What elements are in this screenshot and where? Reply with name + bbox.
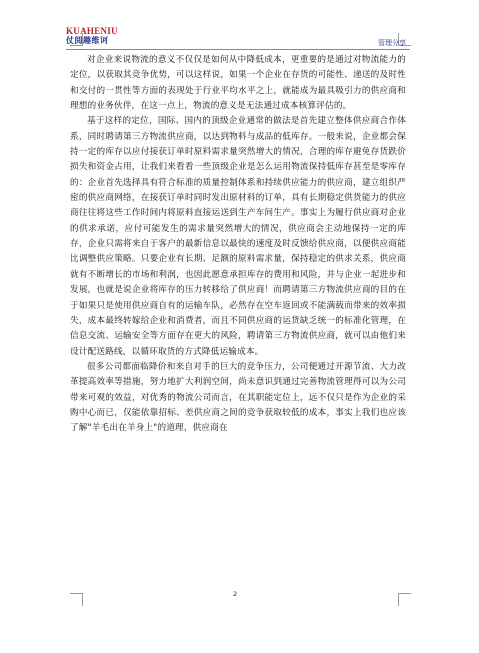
page-number: 2 <box>233 590 238 598</box>
paragraph-2: 基于这样的定位，国际、国内的顶级企业通常的做法是首先建立整体供应商合作体系，同时聘请第三方物流供应商，以达到物料与成品的低库存。一般来说，企业都会保持一定的库存以应付接获订单时原料需求量突然增大的情况，合理的库存避免存货跌价损失和资金占用，让我们来看看一些顶级企业是怎么运用物流保持低库存甚至是零库存的：企业首先选择具有符合标准的质量控制体系和持续供应能力的供应商，建立组织严密的供应商网络，在接获订单时同时发出原材料的订单，具有长期稳定供货能力的供应商往往将这些工作时间内将原料直接运送到生产车间生产。事实上为履行供应商对企业的供求承诺，应付可能发生的需求量突然增大的情况，供应商会主动地保持一定的库存，企业只需将来自于客户的最新信息以最快的速度及时反馈给供应商，以便供应商能比调整供应策略。只要企业有长期、足额的原料需求量，保持稳定的供求关系，供应商就有不断增长的市场和利润，也因此愿意承担库存的费用和风险，并与企业一起进步和发展，也就是说企业将库存的压力转移给了供应商！而聘请第三方物流供应商的目的在于如果只是使用供应商自有的运输车队，必然存在空车返回或不能满载而带来的效率损失，成本最终转嫁给企业和消费者，而且不同供应商的运货缺乏统一的标准化管理，在信息交流、运输安全等方面存在更大的风险，聘请第三方物流供应商，就可以由他们来设计配送路线，以循环取货的方式降低运输成本。 <box>70 116 406 357</box>
document-body <box>70 53 406 437</box>
page-header <box>66 26 410 50</box>
paragraph-1: 对企业来说物流的意义不仅仅是如何从中降低成本，更重要的是通过对物流能力的定位，以获取其竞争优势，可以这样说，如果一个企业在存货的可能性、递送的及时性和交付的一贯性等方面的表现处于行业平均水平之上，就能成为最具吸引力的供应商和理想的业务伙伴，在这一点上，物流的意义是无法通过成本核算评估的。 <box>70 55 406 112</box>
header-divider <box>66 49 410 50</box>
paragraph-3: 很多公司都面临降价和来自对手的巨大的竞争压力，公司便通过开源节流、大力改革提高效率等措施，努力地扩大利润空间，尚未意识到通过完善物流管理得可以为公司带来可观的效益，对优秀的物流公司而言，在其职能定位上，远不仅只是作为企业的采购中心而已，仅能依靠招标、差供应商之间的竞争获取较低的成本，事实上我们也应该了解"羊毛出在羊身上"的道理，供应商在 <box>70 361 406 434</box>
logo-chinese-text: 仗阅趣维诃 <box>66 36 109 45</box>
section-label: 管理分享 <box>378 39 406 47</box>
crop-mark-bottom-left <box>70 593 83 606</box>
crop-mark-bottom-right <box>398 593 411 606</box>
logo-latin-text: KUAHENIU <box>66 26 118 36</box>
company-logo <box>66 26 146 48</box>
